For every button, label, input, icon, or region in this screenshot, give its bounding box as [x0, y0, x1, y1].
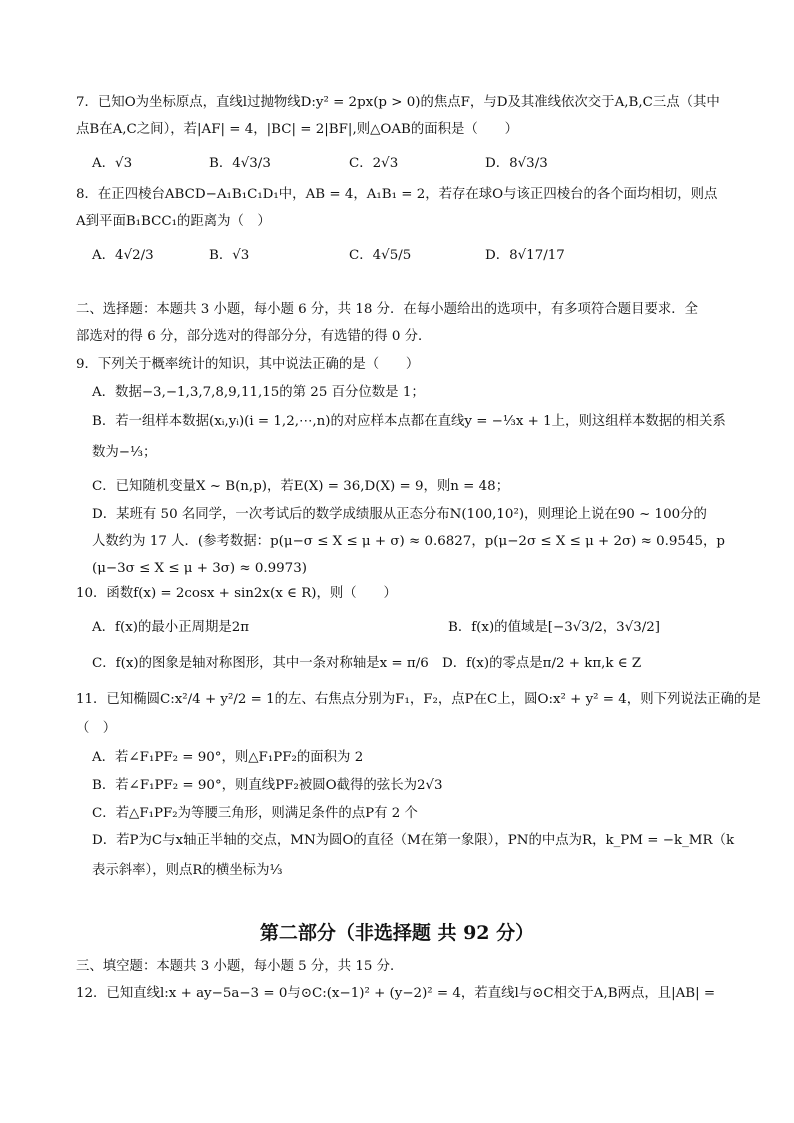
q10-option-d: D．f(x)的零点是π/2 + kπ,k ∈ Z — [442, 656, 642, 671]
q10-option-c: C．f(x)的图象是轴对称图形，其中一条对称轴是x = π/6 — [92, 656, 429, 671]
q9-option-d-line2: 人数约为 17 人．(参考数据：p(μ−σ ≤ X ≤ μ + σ) ≈ 0.6827，p(μ−2σ ≤ X ≤ μ + 2σ) ≈ 0.9545，p — [92, 534, 725, 549]
q9-option-a: A．数据−3,−1,3,7,8,9,11,15的第 25 百分位数是 1； — [92, 385, 425, 400]
q8-stem-line2: A到平面B₁BCC₁的距离为（ ） — [76, 214, 271, 229]
q12-stem: 12．已知直线l:x + ay−5a−3 = 0与⊙C:(x−1)² + (y−2)² = 4，若直线l与⊙C相交于A,B两点，且|AB| = — [76, 986, 716, 1001]
q8-option-a: A．4√2/3 — [92, 248, 154, 263]
q11-option-a: A．若∠F₁PF₂ = 90°，则△F₁PF₂的面积为 2 — [92, 750, 364, 765]
q11-stem: 11．已知椭圆C:x²/4 + y²/2 = 1的左、右焦点分别为F₁，F₂，点P在C上，圆O:x² + y² = 4，则下列说法正确的是 — [76, 692, 761, 707]
section-fill-in: 三、填空题：本题共 3 小题，每小题 5 分，共 15 分． — [76, 959, 404, 974]
q8-option-d: D．8√17/17 — [485, 248, 565, 263]
q9-option-b-line2: 数为−⅓； — [92, 445, 157, 460]
q7-option-d: D．8√3/3 — [485, 156, 548, 171]
q9-option-c: C．已知随机变量X ~ B(n,p)，若E(X) = 36,D(X) = 9，则n = 48； — [92, 479, 510, 494]
q10-option-a: A．f(x)的最小正周期是2π — [92, 620, 250, 635]
q8-option-c: C．4√5/5 — [349, 248, 412, 263]
q9-option-d-line3: (μ−3σ ≤ X ≤ μ + 3σ) ≈ 0.9973) — [92, 561, 307, 576]
q8-option-b: B．√3 — [209, 248, 250, 263]
part2-title: 第二部分（非选择题 共 92 分） — [259, 922, 535, 944]
q10-option-b: B．f(x)的值域是[−3√3/2，3√3/2] — [448, 620, 661, 635]
q7-option-a: A．√3 — [92, 156, 133, 171]
q10-stem: 10．函数f(x) = 2cosx + sin2x(x ∈ R)，则（ ） — [76, 586, 397, 601]
q8-stem-line1: 8．在正四棱台ABCD−A₁B₁C₁D₁中，AB = 4，A₁B₁ = 2，若存在球O与该正四棱台的各个面均相切，则点 — [76, 187, 718, 202]
q9-stem: 9．下列关于概率统计的知识，其中说法正确的是（ ） — [76, 357, 420, 372]
q9-option-d-line1: D．某班有 50 名同学，一次考试后的数学成绩服从正态分布N(100,10²)，则理论上说在90 ~ 100分的 — [92, 507, 707, 522]
q11-option-c: C．若△F₁PF₂为等腰三角形，则满足条件的点P有 2 个 — [92, 806, 418, 821]
section-multiple-choice-line2: 部选对的得 6 分，部分选对的得部分分，有选错的得 0 分． — [76, 329, 432, 344]
q11-paren: （ ） — [76, 721, 117, 736]
q7-stem-line2: 点B在A,C之间），若|AF| = 4，|BC| = 2|BF|,则△OAB的面积是（ ） — [76, 122, 518, 137]
q9-option-b-line1: B．若一组样本数据(xᵢ,yᵢ)(i = 1,2,⋯,n)的对应样本点都在直线y = −⅓x + 1上，则这组样本数据的相关系 — [92, 414, 726, 429]
q11-option-b: B．若∠F₁PF₂ = 90°，则直线PF₂被圆O截得的弦长为2√3 — [92, 778, 443, 793]
q7-stem-line1: 7．已知O为坐标原点，直线l过抛物线D:y² = 2px(p > 0)的焦点F，与D及其准线依次交于A,B,C三点（其中 — [76, 95, 720, 110]
q7-option-b: B．4√3/3 — [209, 156, 271, 171]
q7-option-c: C．2√3 — [349, 156, 399, 171]
q11-option-d-line2: 表示斜率），则点R的横坐标为⅓ — [92, 863, 283, 878]
q11-option-d-line1: D．若P为C与x轴正半轴的交点，MN为圆O的直径（M在第一象限），PN的中点为R，k_PM = −k_MR（k — [92, 833, 735, 848]
section-multiple-choice-line1: 二、选择题：本题共 3 小题，每小题 6 分，共 18 分．在每小题给出的选项中，有多项符合题目要求．全 — [76, 302, 699, 317]
